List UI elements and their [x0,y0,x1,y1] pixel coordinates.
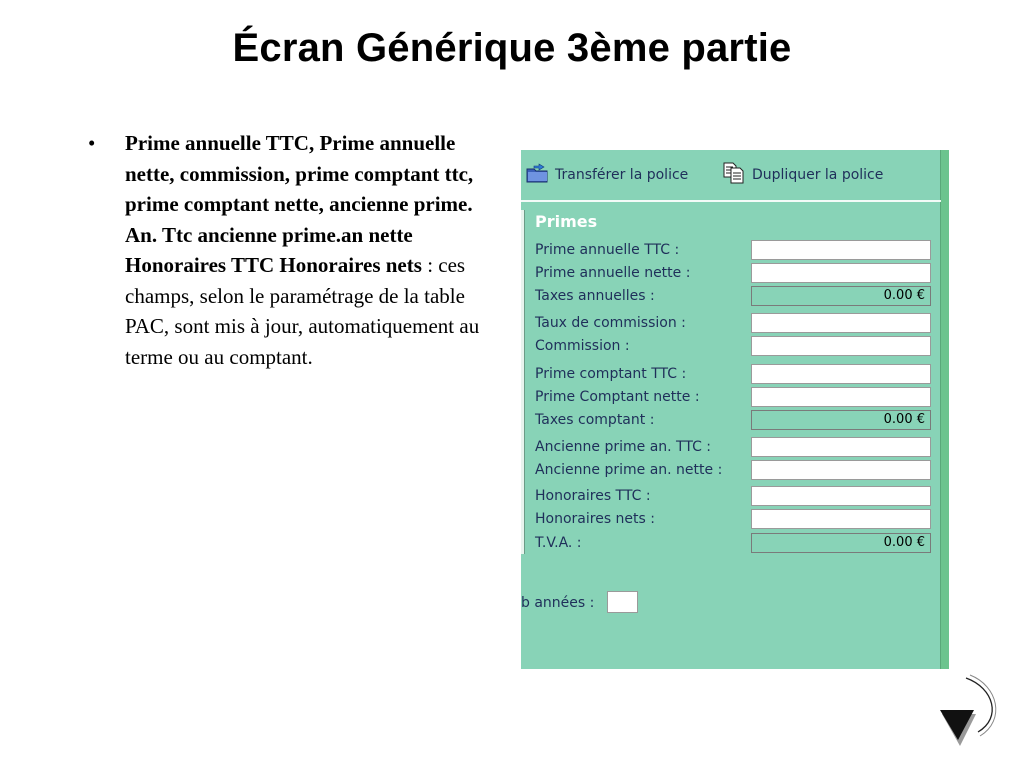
next-slide-arrow-icon[interactable] [936,672,1008,752]
row-prime-annuelle-ttc [535,240,935,262]
row-prime-comptant-ttc [535,364,935,386]
bullet-explanation: : ces champs, selon le paramétrage de la table PAC, sont mis à jour, automatiquement au terme ou au comptant. [125,253,480,369]
primes-panel [521,150,949,669]
taxes-comptant-value: 0.00 € [751,410,931,430]
transfer-policy-label: Transférer la police [555,167,689,183]
field-label: Prime annuelle TTC : [535,242,680,258]
bullet-bold-fields: Prime annuelle TTC, Prime annuelle nette, commission, prime comptant ttc, prime comptant nette, ancienne prime. An. Ttc ancienne prime.an nette Honoraires TTC Honoraires nets [125,131,474,277]
field-label: Prime comptant TTC : [535,366,687,382]
row-ancienne-prime-ttc [535,437,935,459]
row-commission [535,336,935,358]
field-label: Honoraires TTC : [535,488,651,504]
tva-value: 0.00 € [751,533,931,553]
row-honoraires-ttc [535,486,935,508]
field-label: Prime annuelle nette : [535,265,691,281]
field-label: Prime Comptant nette : [535,389,700,405]
section-title-primes: Primes [535,212,598,231]
bullet-text [125,128,497,372]
panel-toolbar [521,162,941,188]
prime-annuelle-nette-input[interactable] [751,263,931,283]
bullet-mark: • [88,131,96,155]
folder-transfer-icon [525,162,549,188]
honoraires-ttc-input[interactable] [751,486,931,506]
commission-input[interactable] [751,336,931,356]
years-label: b années : [521,595,595,611]
row-ancienne-prime-nette [535,460,935,482]
field-label: Commission : [535,338,630,354]
row-taxes-comptant [535,410,935,432]
duplicate-policy-label: Dupliquer la police [752,167,884,183]
transfer-policy-button[interactable] [525,162,688,188]
field-label: Honoraires nets : [535,511,655,527]
field-label: Taux de commission : [535,315,686,331]
field-label: Taxes comptant : [535,412,655,428]
taxes-annuelles-value: 0.00 € [751,286,931,306]
ancienne-prime-nette-input[interactable] [751,460,931,480]
field-label: Ancienne prime an. nette : [535,462,723,478]
field-label: T.V.A. : [535,535,582,551]
honoraires-nets-input[interactable] [751,509,931,529]
row-taxes-annuelles [535,286,935,308]
row-tva [535,533,935,555]
prime-annuelle-ttc-input[interactable] [751,240,931,260]
field-label: Ancienne prime an. TTC : [535,439,712,455]
ancienne-prime-ttc-input[interactable] [751,437,931,457]
row-prime-comptant-nette [535,387,935,409]
prime-comptant-nette-input[interactable] [751,387,931,407]
prime-comptant-ttc-input[interactable] [751,364,931,384]
row-taux-commission [535,313,935,335]
duplicate-policy-button[interactable] [722,162,883,188]
panel-scroll-edge [940,150,949,669]
group-left-border [521,210,525,554]
toolbar-divider [521,200,941,202]
taux-commission-input[interactable] [751,313,931,333]
row-prime-annuelle-nette [535,263,935,285]
years-input[interactable] [607,591,638,613]
row-honoraires-nets [535,509,935,531]
slide-title: Écran Générique 3ème partie [232,26,792,70]
field-label: Taxes annuelles : [535,288,655,304]
duplicate-pages-icon [722,162,746,188]
